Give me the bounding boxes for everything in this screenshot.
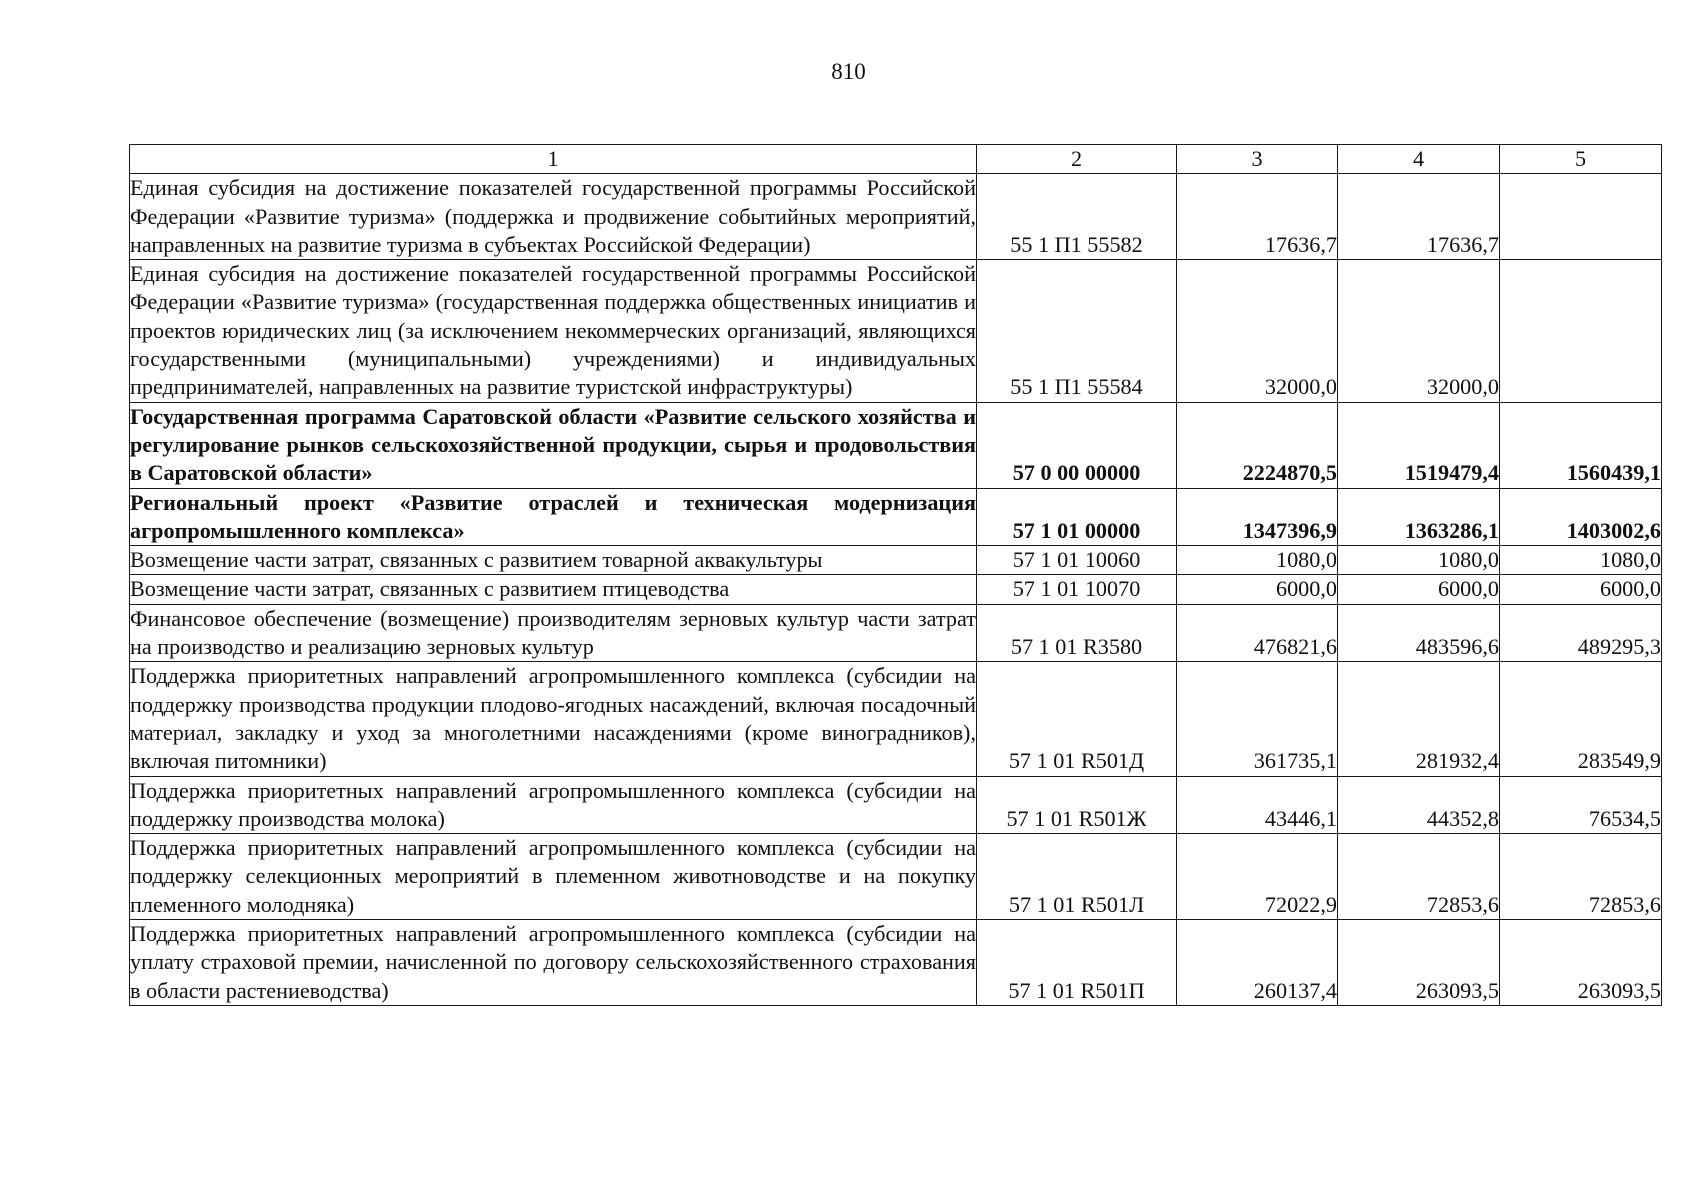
row-name: Поддержка приоритетных направлений агропромышленного комплекса (субсидии на поддержку производства продукции плодово-ягодных насаждений, включая посадочный материал, закладку и уход за многолетними насаждениями (кроме виноградников), включая питомники) <box>130 662 977 776</box>
row-code: 57 1 01 10070 <box>977 575 1177 604</box>
row-value-col5 <box>1500 174 1662 260</box>
row-value-col3: 6000,0 <box>1177 575 1338 604</box>
table-row-program <box>130 402 1662 488</box>
row-code: 57 1 01 R501П <box>977 920 1177 1006</box>
row-value-col5: 1403002,6 <box>1500 488 1662 546</box>
row-code: 57 1 01 R501Ж <box>977 776 1177 834</box>
row-value-col3: 476821,6 <box>1177 604 1338 662</box>
row-code: 57 1 01 00000 <box>977 488 1177 546</box>
row-name: Финансовое обеспечение (возмещение) производителям зерновых культур части затрат на производство и реализацию зерновых культур <box>130 604 977 662</box>
row-value-col3: 1347396,9 <box>1177 488 1338 546</box>
row-name: Поддержка приоритетных направлений агропромышленного комплекса (субсидии на поддержку селекционных мероприятий в племенном животноводстве и на покупку племенного молодняка) <box>130 834 977 920</box>
row-value-col5: 76534,5 <box>1500 776 1662 834</box>
row-name: Возмещение части затрат, связанных с развитием товарной аквакультуры <box>130 546 977 575</box>
column-header-4: 4 <box>1338 145 1500 174</box>
row-value-col3: 260137,4 <box>1177 920 1338 1006</box>
row-code: 55 1 П1 55582 <box>977 174 1177 260</box>
row-value-col5: 6000,0 <box>1500 575 1662 604</box>
page-number: 810 <box>831 59 866 84</box>
row-value-col3: 17636,7 <box>1177 174 1338 260</box>
table-row <box>130 834 1662 920</box>
row-value-col4: 44352,8 <box>1338 776 1500 834</box>
row-code: 55 1 П1 55584 <box>977 260 1177 402</box>
row-value-col4: 281932,4 <box>1338 662 1500 776</box>
row-name: Единая субсидия на достижение показателей государственной программы Российской Федерации «Развитие туризма» (поддержка и продвижение событийных мероприятий, направленных на развитие туризма в субъектах Российской Федерации) <box>130 174 977 260</box>
row-value-col5: 1080,0 <box>1500 546 1662 575</box>
row-value-col4: 32000,0 <box>1338 260 1500 402</box>
column-header-3: 3 <box>1177 145 1338 174</box>
row-code: 57 1 01 10060 <box>977 546 1177 575</box>
column-header-5: 5 <box>1500 145 1662 174</box>
row-value-col4: 72853,6 <box>1338 834 1500 920</box>
row-value-col4: 1363286,1 <box>1338 488 1500 546</box>
table-row <box>130 776 1662 834</box>
row-value-col4: 483596,6 <box>1338 604 1500 662</box>
column-header-2: 2 <box>977 145 1177 174</box>
row-value-col5 <box>1500 260 1662 402</box>
row-value-col4: 6000,0 <box>1338 575 1500 604</box>
table-row <box>130 575 1662 604</box>
row-code: 57 1 01 R501Л <box>977 834 1177 920</box>
row-name: Возмещение части затрат, связанных с развитием птицеводства <box>130 575 977 604</box>
table-row <box>130 546 1662 575</box>
row-value-col3: 72022,9 <box>1177 834 1338 920</box>
row-value-col4: 263093,5 <box>1338 920 1500 1006</box>
row-value-col5: 283549,9 <box>1500 662 1662 776</box>
row-value-col3: 43446,1 <box>1177 776 1338 834</box>
row-value-col3: 2224870,5 <box>1177 402 1338 488</box>
row-name: Региональный проект «Развитие отраслей и техническая модернизация агропромышленного комплекса» <box>130 488 977 546</box>
row-value-col4: 17636,7 <box>1338 174 1500 260</box>
table-header-row <box>130 145 1662 174</box>
table-row <box>130 662 1662 776</box>
row-name: Поддержка приоритетных направлений агропромышленного комплекса (субсидии на поддержку производства молока) <box>130 776 977 834</box>
row-name: Государственная программа Саратовской области «Развитие сельского хозяйства и регулирование рынков сельскохозяйственной продукции, сырья и продовольствия в Саратовской области» <box>130 402 977 488</box>
row-value-col3: 1080,0 <box>1177 546 1338 575</box>
table-row <box>130 174 1662 260</box>
row-code: 57 1 01 R3580 <box>977 604 1177 662</box>
table-row <box>130 604 1662 662</box>
row-name: Поддержка приоритетных направлений агропромышленного комплекса (субсидии на уплату страховой премии, начисленной по договору сельскохозяйственного страхования в области растениеводства) <box>130 920 977 1006</box>
table-row <box>130 260 1662 402</box>
table-row-project <box>130 488 1662 546</box>
row-value-col5: 1560439,1 <box>1500 402 1662 488</box>
row-code: 57 1 01 R501Д <box>977 662 1177 776</box>
table-row <box>130 920 1662 1006</box>
row-value-col5: 489295,3 <box>1500 604 1662 662</box>
budget-table <box>129 144 1662 1006</box>
column-header-1: 1 <box>130 145 977 174</box>
row-value-col5: 72853,6 <box>1500 834 1662 920</box>
row-value-col3: 361735,1 <box>1177 662 1338 776</box>
row-value-col4: 1080,0 <box>1338 546 1500 575</box>
row-code: 57 0 00 00000 <box>977 402 1177 488</box>
row-value-col3: 32000,0 <box>1177 260 1338 402</box>
row-value-col5: 263093,5 <box>1500 920 1662 1006</box>
row-name: Единая субсидия на достижение показателей государственной программы Российской Федерации «Развитие туризма» (государственная поддержка общественных инициатив и проектов юридических лиц (за исключением некоммерческих организаций, являющихся государственными (муниципальными) учреждениями) и индивидуальных предпринимателей, направленных на развитие туристской инфраструктуры) <box>130 260 977 402</box>
row-value-col4: 1519479,4 <box>1338 402 1500 488</box>
